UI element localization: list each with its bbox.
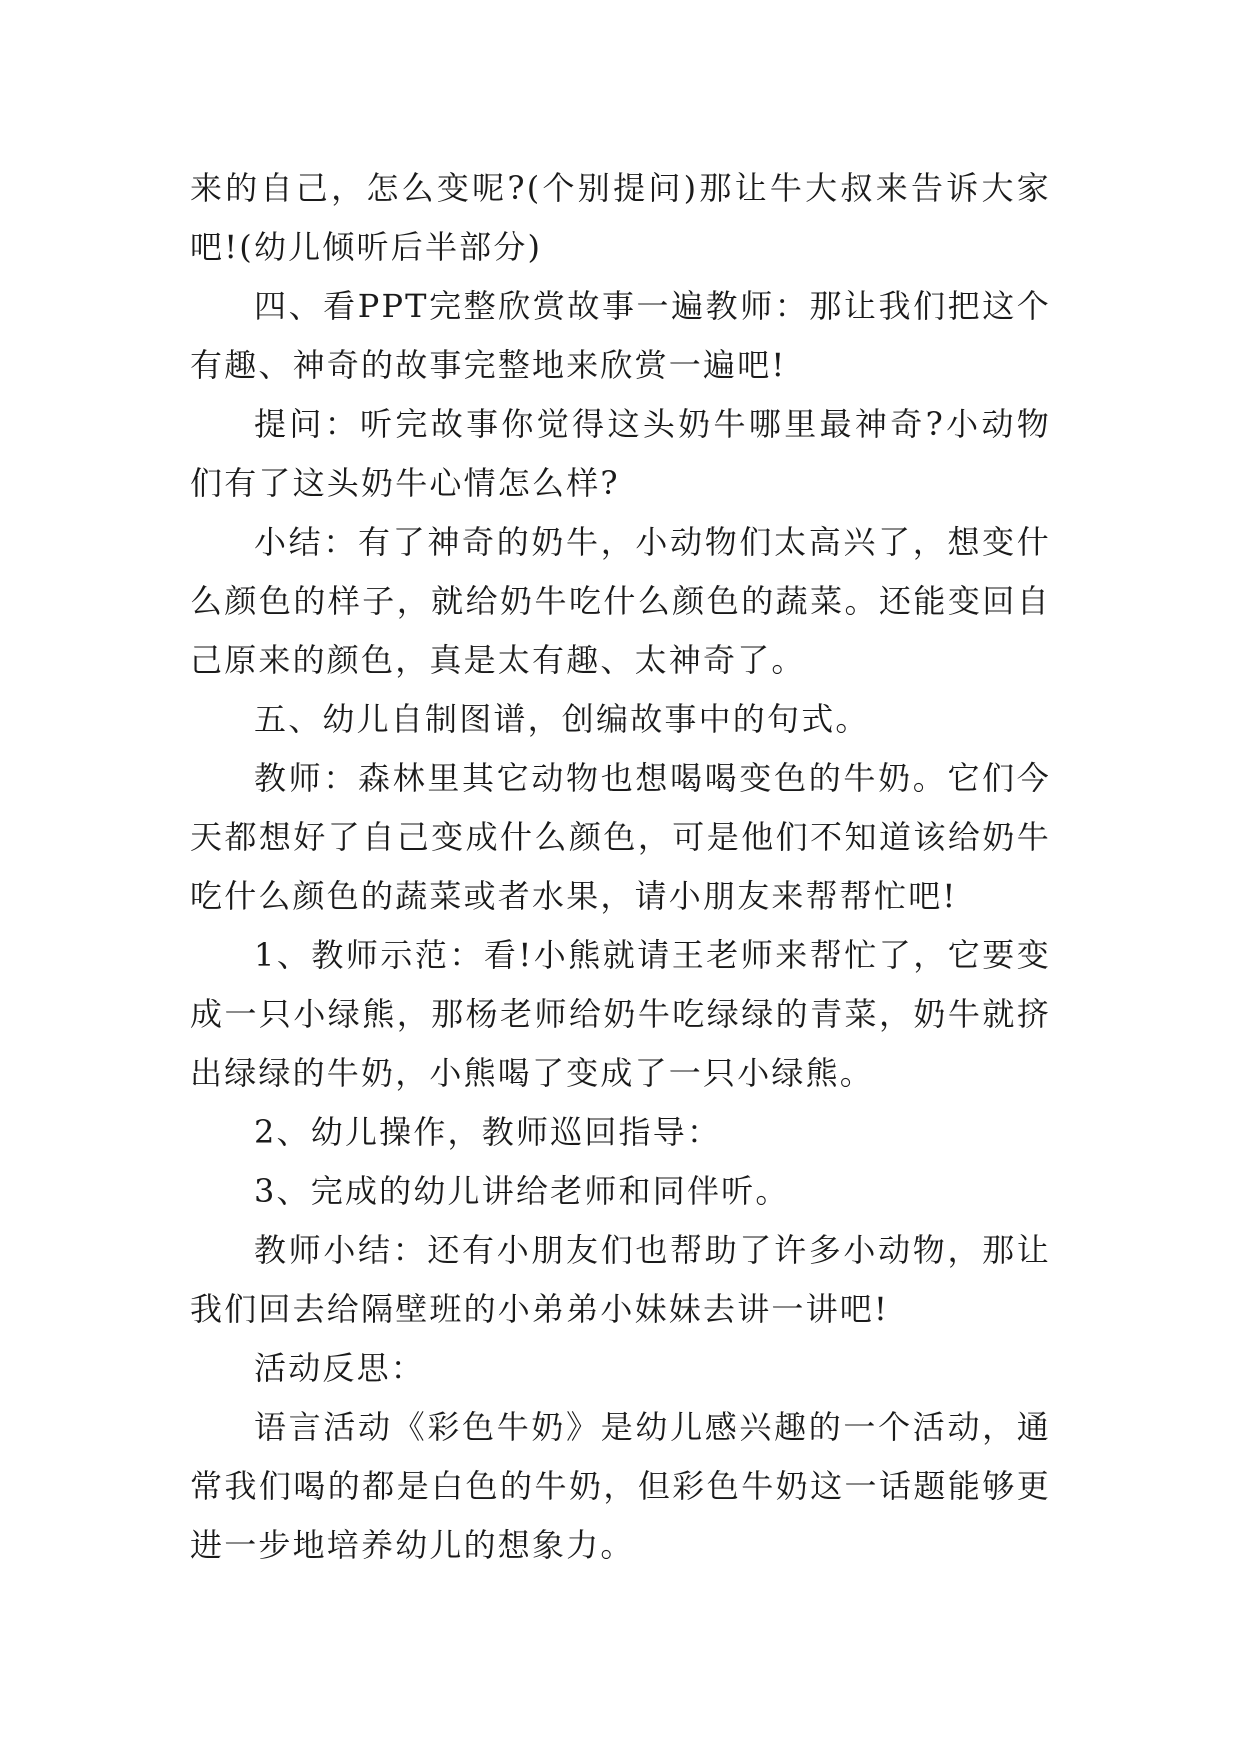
- paragraph-continuation: 来的自己，怎么变呢?(个别提问)那让牛大叔来告诉大家吧!(幼儿倾听后半部分): [190, 169, 1051, 266]
- paragraph-reflection-body: 语言活动《彩色牛奶》是幼儿感兴趣的一个活动，通常我们喝的都是白色的牛奶，但彩色牛奶这一话题能够更进一步地培养幼儿的想象力。: [190, 1408, 1051, 1564]
- paragraph-step-three: 3、完成的幼儿讲给老师和同伴听。: [254, 1172, 790, 1210]
- document-page: [190, 0, 1051, 1754]
- paragraph-reflection-heading: 活动反思：: [254, 1349, 426, 1387]
- document-body: [190, 159, 1051, 1575]
- paragraph-teacher-intro: 教师：森林里其它动物也想喝喝变色的牛奶。它们今天都想好了自己变成什么颜色，可是他们不知道该给奶牛吃什么颜色的蔬菜或者水果，请小朋友来帮帮忙吧!: [190, 759, 1051, 915]
- paragraph-section-four: 四、看PPT完整欣赏故事一遍教师：那让我们把这个有趣、神奇的故事完整地来欣赏一遍吧!: [190, 287, 1051, 384]
- paragraph-step-two: 2、幼儿操作，教师巡回指导：: [254, 1113, 722, 1151]
- paragraph-section-five: 五、幼儿自制图谱，创编故事中的句式。: [254, 700, 870, 738]
- paragraph-teacher-summary: 教师小结：还有小朋友们也帮助了许多小动物，那让我们回去给隔壁班的小弟弟小妹妹去讲一讲吧!: [190, 1231, 1051, 1328]
- paragraph-question: 提问：听完故事你觉得这头奶牛哪里最神奇?小动物们有了这头奶牛心情怎么样?: [190, 405, 1051, 502]
- paragraph-step-one: 1、教师示范：看!小熊就请王老师来帮忙了，它要变成一只小绿熊，那杨老师给奶牛吃绿绿的青菜，奶牛就挤出绿绿的牛奶，小熊喝了变成了一只小绿熊。: [190, 936, 1051, 1092]
- paragraph-summary: 小结：有了神奇的奶牛，小动物们太高兴了，想变什么颜色的样子，就给奶牛吃什么颜色的蔬菜。还能变回自己原来的颜色，真是太有趣、太神奇了。: [190, 523, 1051, 679]
